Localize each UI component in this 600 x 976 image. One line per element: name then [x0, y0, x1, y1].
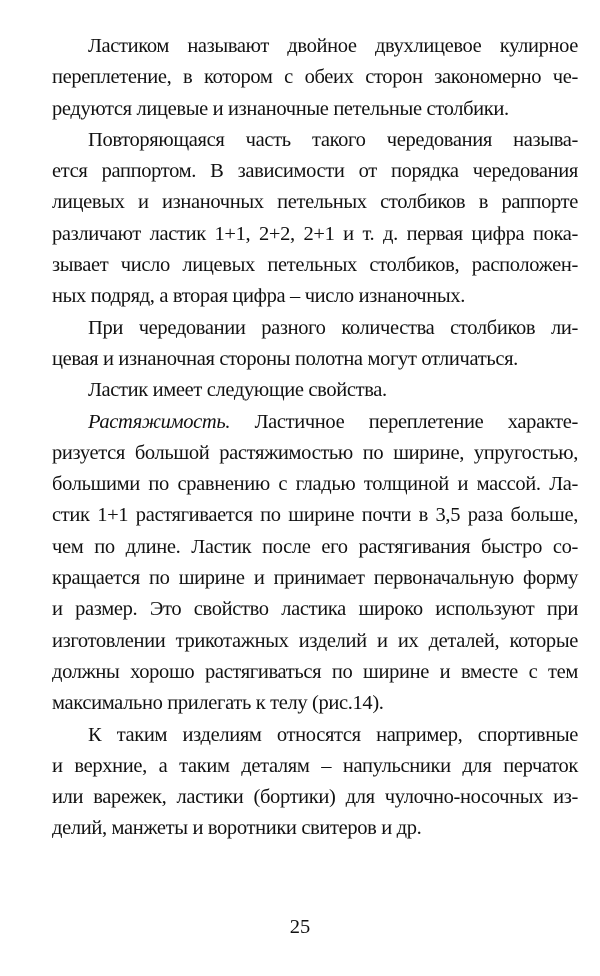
text-line: [52, 594, 578, 625]
paragraph: [52, 125, 578, 313]
text-line: [52, 438, 578, 469]
page-number: 25: [289, 916, 311, 938]
line-text: ных подряд, а вторая цифра – число изнаночных.: [52, 285, 465, 308]
line-text: делий, манжеты и воротники свитеров и др.: [52, 817, 422, 840]
italic-term: Растяжимость.: [88, 410, 231, 433]
line-text: ется раппортом. В зависимости от порядка чередования: [52, 160, 578, 183]
line-text: кращается по ширине и принимает первоначальную форму: [52, 567, 578, 590]
paragraph: [52, 313, 578, 376]
line-text: Ластик имеет следующие свойства.: [88, 379, 387, 402]
paragraph: [52, 407, 578, 720]
paragraph: [52, 375, 578, 406]
text-line: [52, 344, 578, 375]
text-line: [52, 219, 578, 250]
text-line: [52, 375, 578, 406]
text-line: [52, 532, 578, 563]
text-line: [52, 407, 578, 438]
line-text: При чередовании разного количества столбиков ли-: [88, 316, 578, 339]
text-line: [52, 626, 578, 657]
text-line: [52, 469, 578, 500]
line-text: чем по длине. Ластик после его растягивания быстро со-: [52, 535, 578, 558]
text-line: [52, 813, 578, 844]
text-line: [52, 751, 578, 782]
line-text: цевая и изнаночная стороны полотна могут отличаться.: [52, 347, 518, 370]
page-body: [52, 31, 578, 845]
text-line: [52, 313, 578, 344]
text-line: [52, 187, 578, 218]
text-line: [52, 62, 578, 93]
line-text: лицевых и изнаночных петельных столбиков в раппорте: [52, 191, 578, 214]
line-text: Ластиком называют двойное двухлицевое кулирное: [88, 35, 578, 57]
text-line: [52, 125, 578, 156]
line-text: стик 1+1 растягивается по ширине почти в 3,5 раза больше,: [52, 504, 578, 527]
text-line: [52, 281, 578, 312]
text-line: [52, 657, 578, 688]
line-text: и верхние, а таким деталям – напульсники для перчаток: [52, 754, 578, 777]
line-text: или варежек, ластики (бортики) для чулочно-носочных из-: [52, 786, 578, 809]
text-line: [52, 250, 578, 281]
line-text: и размер. Это свойство ластика широко используют при: [52, 598, 578, 621]
line-text: Ластичное переплетение характе-: [230, 410, 578, 433]
line-text: зывает число лицевых петельных столбиков, расположен-: [52, 254, 578, 277]
line-text: различают ластик 1+1, 2+2, 2+1 и т. д. первая цифра пока-: [52, 222, 578, 245]
line-text: должны хорошо растягиваться по ширине и вместе с тем: [52, 660, 578, 683]
line-text: ризуется большой растяжимостью по ширине, упругостью,: [52, 441, 578, 464]
line-text: Повторяющаяся часть такого чередования называ-: [88, 128, 578, 151]
paragraph: [52, 31, 578, 125]
text-line: [52, 782, 578, 813]
text-line: [52, 94, 578, 125]
line-text: изготовлении трикотажных изделий и их деталей, которые: [52, 629, 578, 652]
text-line: [52, 31, 578, 62]
line-text: большими по сравнению с гладью толщиной и массой. Ла-: [52, 473, 578, 496]
line-text: максимально прилегать к телу (рис.14).: [52, 692, 384, 715]
text-line: [52, 500, 578, 531]
paragraph: [52, 720, 578, 845]
line-text: К таким изделиям относятся например, спортивные: [88, 723, 578, 746]
text-line: [52, 563, 578, 594]
text-line: [52, 720, 578, 751]
text-line: [52, 688, 578, 719]
line-text: редуются лицевые и изнаночные петельные столбики.: [52, 97, 509, 120]
text-line: [52, 156, 578, 187]
line-text: переплетение, в котором с обеих сторон закономерно че-: [52, 66, 578, 89]
